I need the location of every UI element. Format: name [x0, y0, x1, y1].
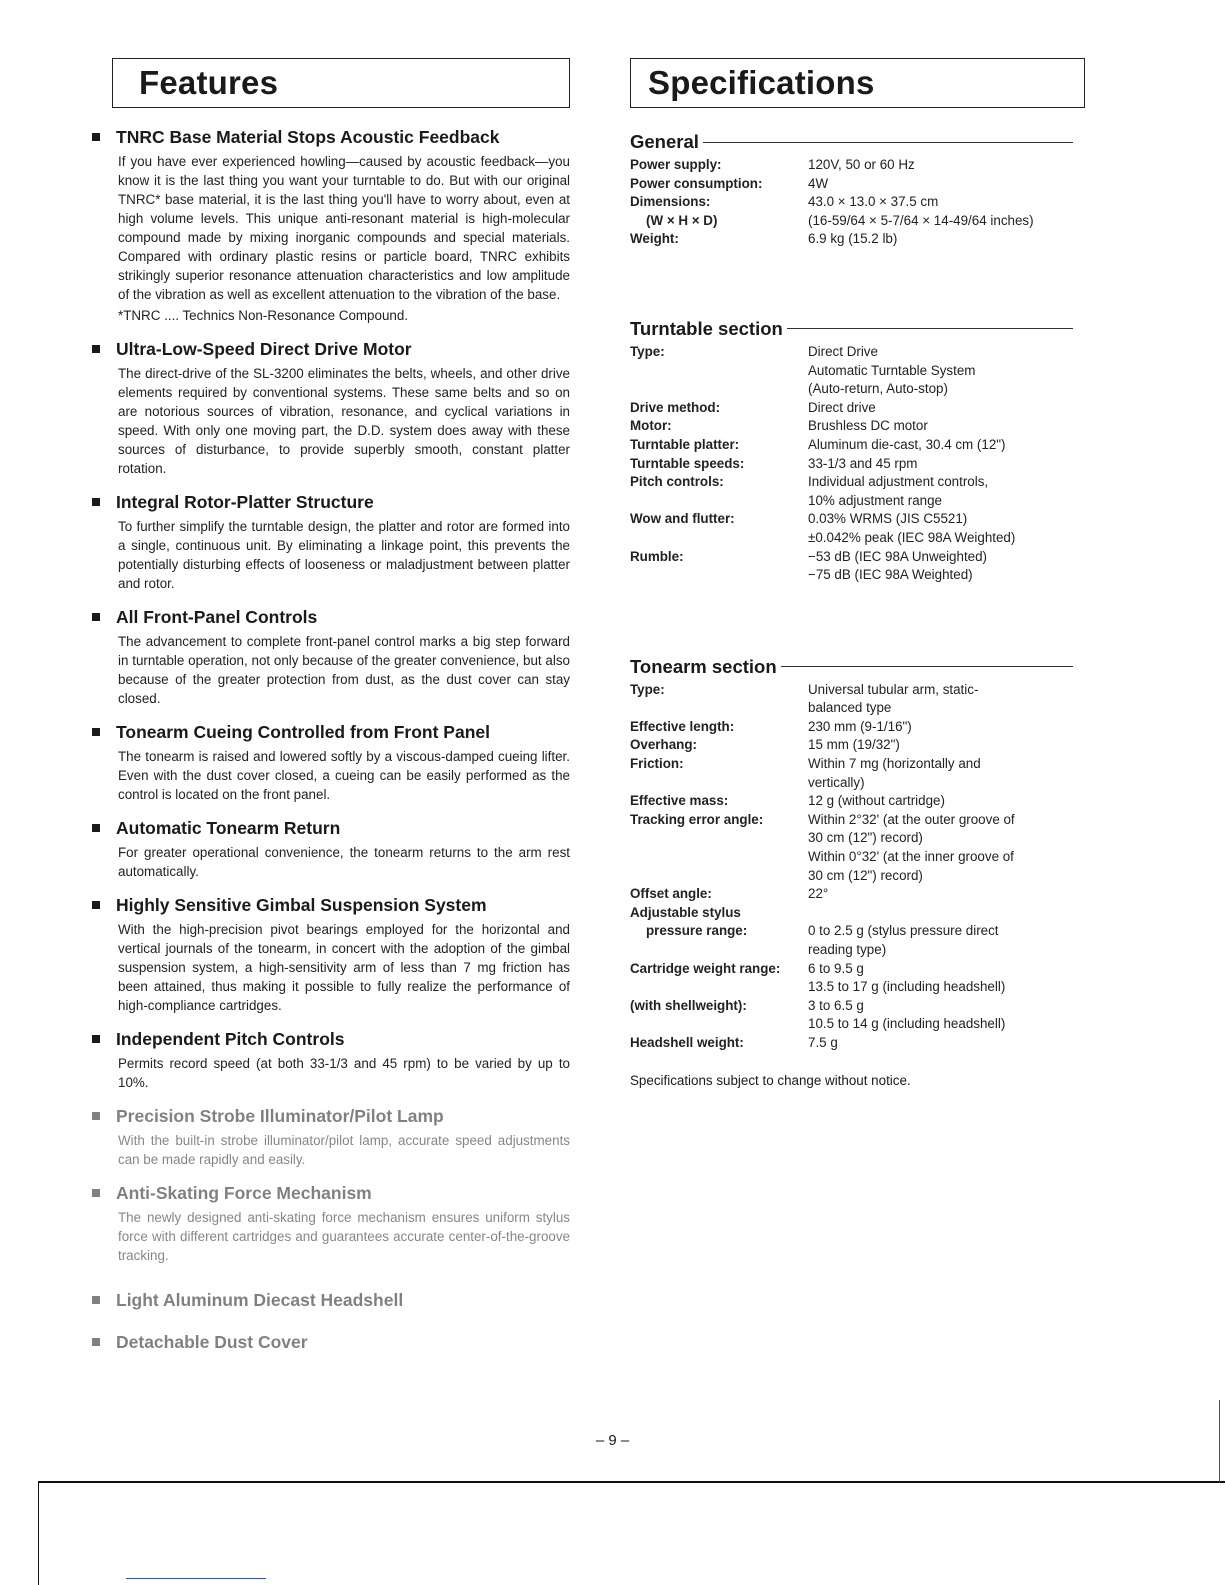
spec-value	[808, 548, 1085, 585]
general-heading	[630, 128, 1085, 156]
feature-heading-text: Ultra-Low-Speed Direct Drive Motor	[116, 339, 412, 359]
feature-heading	[92, 126, 570, 148]
spec-label: Friction:	[630, 756, 684, 772]
spec-row	[630, 230, 1085, 249]
spec-row	[630, 156, 1085, 175]
spec-label: Motor:	[630, 418, 672, 434]
feature-heading	[92, 491, 570, 513]
general-section	[630, 128, 1085, 249]
feature-heading-text: Highly Sensitive Gimbal Suspension System	[116, 895, 487, 915]
feature-description: For greater operational convenience, the tonearm returns to the arm rest automatically.	[118, 845, 570, 879]
feature-item	[92, 1289, 570, 1311]
spec-value-line: Brushless DC motor	[808, 418, 928, 434]
spec-value	[808, 473, 1085, 510]
spec-value	[808, 343, 1085, 399]
specifications-title: Specifications	[630, 58, 1085, 108]
spec-value-line: 43.0 × 13.0 × 37.5 cm	[808, 194, 939, 210]
feature-item	[92, 1028, 570, 1092]
spec-value-line: ±0.042% peak (IEC 98A Weighted)	[808, 529, 1016, 545]
feature-item	[92, 338, 570, 478]
spec-row	[630, 904, 1085, 923]
spec-value-line: 30 cm (12") record)	[808, 867, 923, 883]
spec-value	[808, 960, 1085, 997]
spec-label: Headshell weight:	[630, 1034, 744, 1050]
feature-heading	[92, 1105, 570, 1127]
spec-row	[630, 212, 1085, 231]
spec-value-line: 0.03% WRMS (JIS C5521)	[808, 511, 968, 527]
feature-heading-text: Anti-Skating Force Mechanism	[116, 1183, 372, 1203]
spec-label: (W × H × D)	[646, 212, 718, 228]
feature-footnote: *TNRC .... Technics Non-Resonance Compound.	[118, 308, 409, 323]
heading-rule	[787, 328, 1073, 329]
spec-value-line: Within 7 mg (horizontally and	[808, 756, 981, 772]
spec-label: Rumble:	[630, 548, 684, 564]
features-list	[92, 126, 570, 1353]
bottom-border	[38, 1481, 1225, 1483]
spec-value-line: Direct drive	[808, 399, 876, 415]
feature-description: To further simplify the turntable design, the platter and rotor are formed into a single, continuous unit. By eliminating a linkage point, this prevents the potentially disturbing effects of looseness or maladjustment between platter and rotor.	[118, 519, 570, 591]
spec-value-line: 33-1/3 and 45 rpm	[808, 455, 918, 471]
tonearm-heading	[630, 653, 1085, 681]
spec-row	[630, 548, 1085, 585]
spec-value-line: 15 mm (19/32")	[808, 737, 900, 753]
feature-description: The advancement to complete front-panel control marks a big step forward in turntable operation, not only because of the greater convenience, but also because of the greater protection from dust, as the dust cover can stay closed.	[118, 634, 570, 706]
bullet-icon	[92, 728, 100, 736]
spec-value-line: 7.5 g	[808, 1034, 838, 1050]
spec-row	[630, 755, 1085, 792]
spec-value	[808, 885, 1085, 904]
spec-value-line: 10.5 to 14 g (including headshell)	[808, 1016, 1006, 1032]
spec-label: Offset angle:	[630, 886, 712, 902]
feature-heading	[92, 894, 570, 916]
feature-item	[92, 126, 570, 325]
feature-heading-text: TNRC Base Material Stops Acoustic Feedback	[116, 127, 500, 147]
spec-value	[808, 792, 1085, 811]
turntable-rows	[630, 343, 1085, 585]
spec-label: Wow and flutter:	[630, 511, 735, 527]
spec-value-line: 10% adjustment range	[808, 492, 942, 508]
spec-row	[630, 885, 1085, 904]
spec-label: Adjustable stylus	[630, 904, 741, 920]
bullet-icon	[92, 613, 100, 621]
feature-heading	[92, 817, 570, 839]
spec-label: Drive method:	[630, 399, 721, 415]
spec-label: Weight:	[630, 231, 679, 247]
feature-description: If you have ever experienced howling—caused by acoustic feedback—you know it is the last thing you want your turntable to do. But with our original TNRC* base material, it is the last thing you'll have to worry about, even at high volume levels. This unique anti-resonant material is high-molecular compound made by mixing inorganic compounds and special materials. Compared with ordinary plastic resins or particle board, TNRC exhibits strikingly superior resonance attenuation characteristics and low amplitude of the vibration as well as excellent attenuation to the vibration of the base.	[118, 154, 570, 302]
spec-value	[808, 156, 1085, 175]
bullet-icon	[92, 1035, 100, 1043]
feature-description: With the high-precision pivot bearings employed for the horizontal and vertical journals of the tonearm, in concert with the adoption of the gimbal suspension system, a high-sensitivity arm of less than 7 mg friction has been attained, thus making it possible to fully realize the performance of high-compliance cartridges.	[118, 922, 570, 1013]
spec-label: Type:	[630, 681, 665, 697]
heading-rule	[781, 666, 1073, 667]
spec-value-line: −75 dB (IEC 98A Weighted)	[808, 567, 973, 583]
spec-value	[808, 193, 1085, 212]
spec-value	[808, 399, 1085, 418]
spec-row	[630, 193, 1085, 212]
feature-heading	[92, 1289, 570, 1311]
spec-row	[630, 792, 1085, 811]
spec-value-line: Individual adjustment controls,	[808, 474, 989, 490]
spec-label: Turntable platter:	[630, 436, 740, 452]
feature-item	[92, 491, 570, 593]
spec-value-line: reading type)	[808, 942, 887, 957]
page-number: – 9 –	[595, 1432, 630, 1449]
spec-value-line: 30 cm (12") record)	[808, 830, 923, 846]
spec-label: Turntable speeds:	[630, 455, 745, 471]
feature-heading-text: Precision Strobe Illuminator/Pilot Lamp	[116, 1106, 444, 1126]
spec-value	[808, 736, 1085, 755]
spec-value-line: 4W	[808, 175, 829, 191]
bullet-icon	[92, 824, 100, 832]
feature-heading-text: Tonearm Cueing Controlled from Front Panel	[116, 722, 490, 742]
spec-value	[808, 455, 1085, 474]
features-title: Features	[112, 58, 570, 108]
spec-row	[630, 681, 1085, 718]
spec-value	[808, 718, 1085, 737]
spec-label: Cartridge weight range:	[630, 960, 781, 976]
spec-label: Pitch controls:	[630, 474, 724, 490]
spec-value-line: Universal tubular arm, static-	[808, 681, 979, 697]
spec-value	[808, 681, 1085, 718]
bullet-icon	[92, 1296, 100, 1304]
spec-label: Power consumption:	[630, 175, 763, 191]
spec-label: (with shellweight):	[630, 997, 747, 1013]
feature-heading-text: All Front-Panel Controls	[116, 607, 318, 627]
spec-row	[630, 399, 1085, 418]
spec-row	[630, 473, 1085, 510]
spec-value-line: −53 dB (IEC 98A Unweighted)	[808, 548, 988, 564]
specifications-note: Specifications subject to change without notice.	[630, 1072, 911, 1088]
feature-item	[92, 1105, 570, 1169]
spec-label: Tracking error angle:	[630, 811, 764, 827]
spec-row	[630, 175, 1085, 194]
spec-label: Overhang:	[630, 737, 697, 753]
feature-heading	[92, 721, 570, 743]
spec-value-line: (Auto-return, Auto-stop)	[808, 381, 948, 397]
spec-value	[808, 1034, 1085, 1053]
spec-row	[630, 417, 1085, 436]
spec-label: Power supply:	[630, 157, 722, 172]
spec-row	[630, 922, 1085, 959]
heading-rule	[703, 142, 1073, 143]
tonearm-heading-text: Tonearm section	[630, 655, 777, 677]
left-border	[38, 1481, 39, 1585]
feature-description: With the built-in strobe illuminator/pilot lamp, accurate speed adjustments can be made rapidly and easily.	[118, 1133, 570, 1167]
spec-value	[808, 436, 1085, 455]
bullet-icon	[92, 498, 100, 506]
spec-value-line: 0 to 2.5 g (stylus pressure direct	[808, 923, 999, 939]
feature-heading-text: Integral Rotor-Platter Structure	[116, 492, 374, 512]
spec-label: Type:	[630, 343, 665, 359]
spec-value-line: Aluminum die-cast, 30.4 cm (12")	[808, 436, 1006, 452]
turntable-section	[630, 315, 1085, 585]
spec-value-line: 22°	[808, 886, 829, 902]
spec-row	[630, 811, 1085, 885]
spec-value-line: 13.5 to 17 g (including headshell)	[808, 979, 1006, 995]
feature-item	[92, 894, 570, 1015]
feature-heading-text: Automatic Tonearm Return	[116, 818, 341, 838]
spec-value-line: Within 0°32' (at the inner groove of	[808, 849, 1014, 865]
spec-row	[630, 736, 1085, 755]
feature-description: The tonearm is raised and lowered softly by a viscous-damped cueing lifter. Even with the dust cover closed, a cueing can be easily performed as the control is located on the front panel.	[118, 749, 570, 802]
feature-heading	[92, 606, 570, 628]
spec-row	[630, 997, 1085, 1034]
feature-description: The newly designed anti-skating force mechanism ensures uniform stylus force with different cartridges and guarantees accurate center-of-the-groove tracking.	[118, 1210, 570, 1263]
right-border	[1219, 1400, 1220, 1482]
feature-item	[92, 817, 570, 881]
spec-label: Dimensions:	[630, 194, 711, 210]
spec-value	[808, 230, 1085, 249]
feature-heading-text: Light Aluminum Diecast Headshell	[116, 1290, 404, 1310]
general-heading-text: General	[630, 131, 699, 152]
features-column	[92, 58, 570, 1366]
spec-value	[808, 175, 1085, 194]
spec-label: Effective length:	[630, 718, 735, 734]
feature-heading	[92, 1331, 570, 1353]
spec-value-line: 230 mm (9-1/16")	[808, 718, 912, 734]
spec-value-line: Within 2°32' (at the outer groove of	[808, 811, 1015, 827]
bullet-icon	[92, 901, 100, 909]
spec-row	[630, 1034, 1085, 1053]
general-rows	[630, 156, 1085, 249]
feature-item	[92, 1182, 570, 1265]
feature-description: The direct-drive of the SL-3200 eliminates the belts, wheels, and other drive elements required by conventional systems. These same belts and so on are notorious sources of vibration, resonance, and cyclical variations in speed. With only one moving part, the D.D. system does away with these sources of disturbance, to provide superbly smooth, constant platter rotation.	[118, 366, 570, 476]
turntable-heading	[630, 315, 1085, 343]
spec-value-line: 3 to 6.5 g	[808, 997, 864, 1013]
tonearm-section	[630, 653, 1085, 1053]
spec-value-line: 120V, 50 or 60 Hz	[808, 157, 915, 172]
spec-value-line: 12 g (without cartridge)	[808, 793, 945, 809]
spec-value-line: Direct Drive	[808, 343, 878, 359]
spec-value	[808, 922, 1085, 959]
feature-item	[92, 606, 570, 708]
spec-value-line: 6 to 9.5 g	[808, 960, 864, 976]
bullet-icon	[92, 133, 100, 141]
spec-value-line: 6.9 kg (15.2 lb)	[808, 231, 898, 247]
spec-value	[808, 997, 1085, 1034]
bullet-icon	[92, 1189, 100, 1197]
spec-value	[808, 510, 1085, 547]
spec-row	[630, 510, 1085, 547]
spec-value-line: Automatic Turntable System	[808, 362, 976, 378]
bullet-icon	[92, 345, 100, 353]
specifications-column	[630, 58, 1085, 1088]
spec-value-line: vertically)	[808, 774, 865, 790]
spec-value	[808, 904, 1085, 923]
feature-heading-text: Independent Pitch Controls	[116, 1029, 345, 1049]
spec-row	[630, 343, 1085, 399]
tonearm-rows	[630, 681, 1085, 1053]
feature-heading	[92, 338, 570, 360]
spec-value	[808, 212, 1085, 231]
spec-value-line: (16-59/64 × 5-7/64 × 14-49/64 inches)	[808, 212, 1034, 228]
bullet-icon	[92, 1338, 100, 1346]
spec-value	[808, 755, 1085, 792]
spec-value	[808, 811, 1085, 885]
turntable-heading-text: Turntable section	[630, 317, 783, 339]
spec-row	[630, 718, 1085, 737]
feature-description: Permits record speed (at both 33-1/3 and 45 rpm) to be varied by up to 10%.	[118, 1056, 570, 1090]
spec-row	[630, 455, 1085, 474]
feature-heading	[92, 1182, 570, 1204]
spec-row	[630, 436, 1085, 455]
feature-item	[92, 721, 570, 804]
link-underline	[126, 1578, 266, 1579]
feature-item	[92, 1331, 570, 1353]
bullet-icon	[92, 1112, 100, 1120]
spec-value	[808, 417, 1085, 436]
spec-label: pressure range:	[646, 923, 748, 939]
spec-value-line: balanced type	[808, 700, 892, 716]
spec-label: Effective mass:	[630, 793, 729, 809]
feature-heading-text: Detachable Dust Cover	[116, 1332, 308, 1352]
spec-row	[630, 960, 1085, 997]
feature-heading	[92, 1028, 570, 1050]
